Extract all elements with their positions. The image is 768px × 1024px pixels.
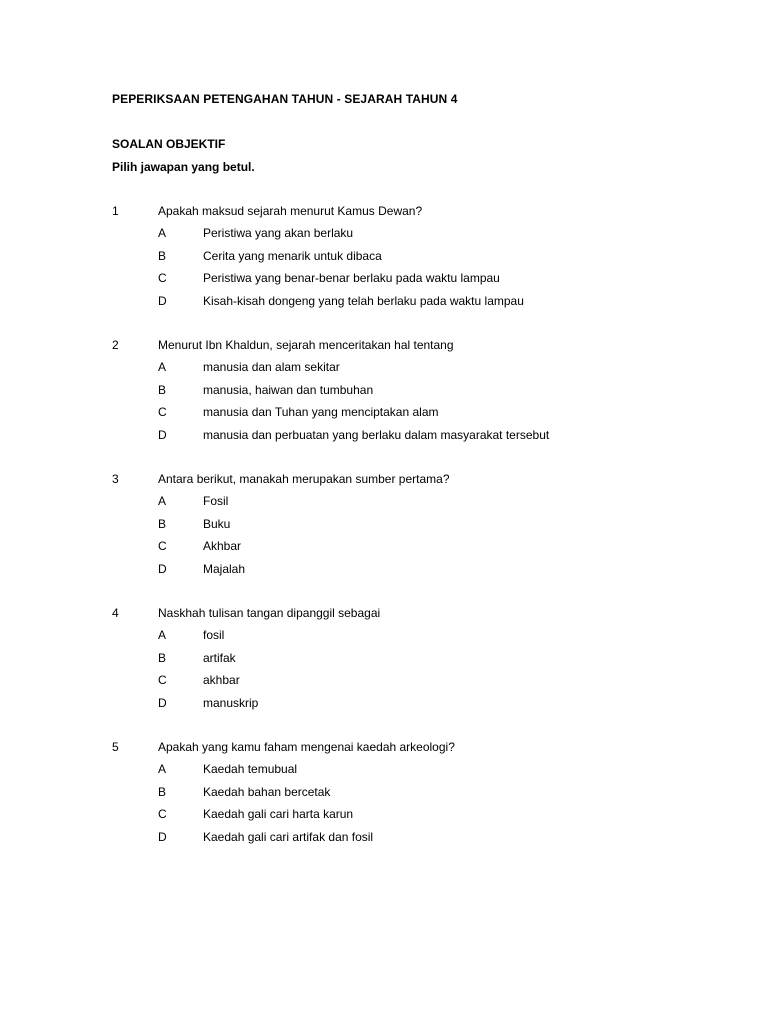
- option-letter: D: [158, 293, 167, 308]
- option-letter: D: [158, 427, 167, 442]
- question-row: [112, 200, 712, 222]
- option-letter: B: [158, 516, 167, 531]
- option-letter: D: [158, 695, 167, 710]
- option-b: [112, 513, 712, 535]
- question-row: [112, 602, 712, 624]
- option-letter: B: [158, 650, 167, 665]
- question-2: [112, 334, 712, 446]
- question-number: 4: [112, 606, 119, 620]
- option-letter: C: [158, 539, 167, 554]
- question-row: [112, 736, 712, 758]
- question-3: [112, 468, 712, 580]
- option-text: Akhbar: [203, 539, 242, 554]
- option-a: [112, 758, 712, 780]
- option-c: [112, 803, 712, 825]
- option-c: [112, 267, 712, 289]
- option-c: [112, 535, 712, 557]
- option-letter: B: [158, 382, 167, 397]
- option-text: Peristiwa yang benar-benar berlaku pada waktu lampau: [203, 271, 500, 286]
- question-text: Apakah maksud sejarah menurut Kamus Dewan?: [158, 204, 423, 218]
- option-text: Kaedah bahan bercetak: [203, 784, 331, 799]
- option-d: [112, 558, 712, 580]
- option-text: manusia dan alam sekitar: [203, 360, 340, 375]
- option-text: artifak: [203, 650, 236, 665]
- option-a: [112, 624, 712, 646]
- question-5: [112, 736, 712, 848]
- option-letter: A: [158, 762, 167, 777]
- option-a: [112, 356, 712, 378]
- option-b: [112, 379, 712, 401]
- section-title: SOALAN OBJEKTIF: [112, 137, 226, 151]
- option-letter: B: [158, 784, 167, 799]
- question-text: Apakah yang kamu faham mengenai kaedah arkeologi?: [158, 740, 455, 754]
- option-text: Kisah-kisah dongeng yang telah berlaku pada waktu lampau: [203, 293, 524, 308]
- question-row: [112, 468, 712, 490]
- question-1: [112, 200, 712, 312]
- option-b: [112, 647, 712, 669]
- option-letter: C: [158, 405, 167, 420]
- question-text: Antara berikut, manakah merupakan sumber pertama?: [158, 472, 450, 486]
- option-d: [112, 424, 712, 446]
- option-text: manusia dan Tuhan yang menciptakan alam: [203, 405, 439, 420]
- option-text: manusia, haiwan dan tumbuhan: [203, 382, 374, 397]
- option-d: [112, 290, 712, 312]
- option-text: Kaedah gali cari artifak dan fosil: [203, 829, 374, 844]
- option-text: Buku: [203, 516, 231, 531]
- instruction-text: Pilih jawapan yang betul.: [112, 160, 255, 174]
- option-text: akhbar: [203, 673, 240, 688]
- option-letter: D: [158, 829, 167, 844]
- question-number: 1: [112, 204, 119, 218]
- question-number: 5: [112, 740, 119, 754]
- option-letter: A: [158, 494, 167, 509]
- option-letter: C: [158, 807, 167, 822]
- option-letter: D: [158, 561, 167, 576]
- option-text: fosil: [203, 628, 225, 643]
- option-text: Cerita yang menarik untuk dibaca: [203, 248, 382, 263]
- option-text: Kaedah gali cari harta karun: [203, 807, 354, 822]
- option-b: [112, 781, 712, 803]
- question-number: 3: [112, 472, 119, 486]
- question-4: [112, 602, 712, 714]
- option-d: [112, 826, 712, 848]
- option-c: [112, 401, 712, 423]
- question-text: Naskhah tulisan tangan dipanggil sebagai: [158, 606, 381, 620]
- option-text: Kaedah temubual: [203, 762, 298, 777]
- option-letter: C: [158, 673, 167, 688]
- option-b: [112, 245, 712, 267]
- question-row: [112, 334, 712, 356]
- question-number: 2: [112, 338, 119, 352]
- option-text: manuskrip: [203, 695, 259, 710]
- option-text: Fosil: [203, 494, 229, 509]
- option-a: [112, 490, 712, 512]
- option-text: Peristiwa yang akan berlaku: [203, 226, 354, 241]
- question-text: Menurut Ibn Khaldun, sejarah menceritakan hal tentang: [158, 338, 454, 352]
- page-title: PEPERIKSAAN PETENGAHAN TAHUN - SEJARAH TAHUN 4: [112, 92, 458, 106]
- option-letter: A: [158, 360, 167, 375]
- option-a: [112, 222, 712, 244]
- option-letter: A: [158, 226, 167, 241]
- option-letter: A: [158, 628, 167, 643]
- option-text: manusia dan perbuatan yang berlaku dalam masyarakat tersebut: [203, 427, 550, 442]
- option-d: [112, 692, 712, 714]
- option-letter: B: [158, 248, 167, 263]
- option-text: Majalah: [203, 561, 246, 576]
- option-c: [112, 669, 712, 691]
- option-letter: C: [158, 271, 167, 286]
